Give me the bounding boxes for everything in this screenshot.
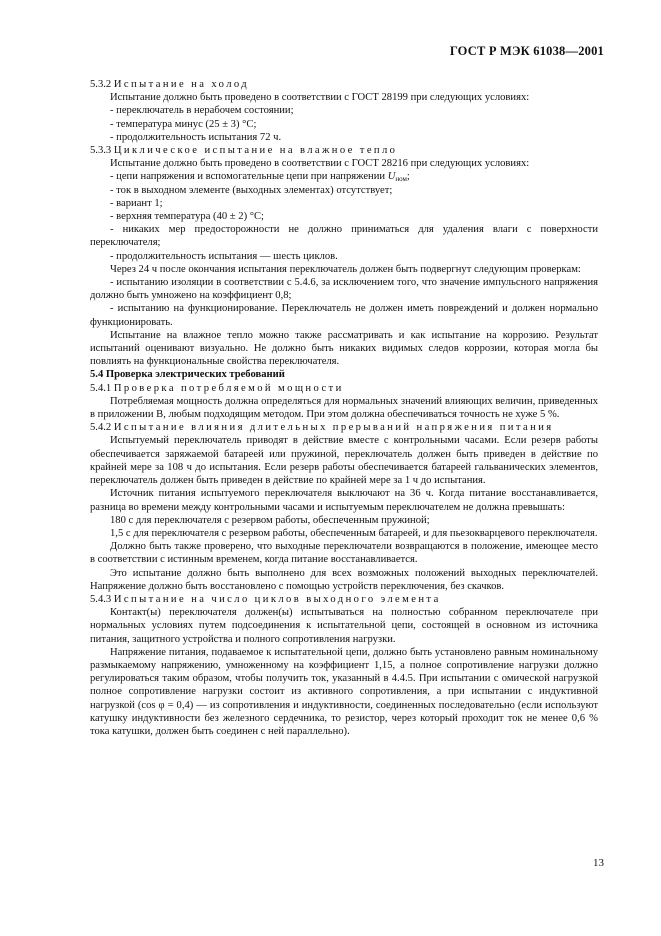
list-item: - цепи напряжения и вспомогательные цепи при напряжении $U_{ном}$;	[110, 171, 410, 184]
page-content	[90, 78, 598, 738]
section-5-4-1-text: Потребляемая мощность должна определяться для нормальных значений влияющих величин, приведенных в приложении В, любым подходящим методом. При этом должна обеспечиваться точность не хуже 5 %.	[90, 395, 598, 421]
list-item: - вариант 1;	[110, 197, 163, 209]
paragraph: Испытуемый переключатель приводят в действие вместе с контрольными часами. Если резерв работы обеспечивается заряжаемой батареей или пружиной, переключатель должен быть приведен в действие по крайней мере за 108 ч до испытания. Если резерв работы обеспечивается батареей гальванических элементов, переключатель должен быть приведен в действие по крайней мере за 1 ч до испытания.	[90, 435, 598, 487]
section-5-3-3-intro: Испытание должно быть проведено в соответствии с ГОСТ 28216 при следующих условиях:	[110, 158, 530, 170]
section-5-4-2-heading: 5.4.2 Испытание влияния длительных прерываний напряжения питания	[90, 422, 554, 434]
paragraph: Источник питания испытуемого переключателя выключают на 36 ч. Когда питание восстанавливается, разница во времени между контрольными часами и испытуемым переключателем не должна превышать:	[90, 488, 598, 513]
list-item: - температура минус (25 ± 3) °С;	[110, 118, 257, 130]
list-item: - продолжительность испытания 72 ч.	[110, 131, 282, 143]
list-item: - верхняя температура (40 ± 2) °С;	[110, 211, 264, 223]
section-5-3-2-intro: Испытание должно быть проведено в соответствии с ГОСТ 28199 при следующих условиях:	[110, 92, 530, 104]
section-5-4-1-heading: 5.4.1 Проверка потребляемой мощности	[90, 382, 344, 394]
section-5-3-2-heading: 5.3.2 Испытание на холод	[90, 79, 250, 90]
section-5-4-3-heading: 5.4.3 Испытание на число циклов выходного элемента	[90, 593, 441, 605]
list-item: - испытанию изоляции в соответствии с 5.4.6, за исключением того, что значение импульсного напряжения должно быть умножено на коэффициент 0,8;	[90, 277, 598, 302]
list-item: - никаких мер предосторожности не должно приниматься для удаления влаги с поверхности переключателя;	[90, 224, 598, 249]
list-item: - испытанию на функционирование. Переключатель не должен иметь повреждений и должен нормально функционировать.	[90, 303, 598, 328]
paragraph: Напряжение питания, подаваемое к испытательной цепи, должно быть установлено равным номинальному размыкаемому напряжению, умноженному на коэффициент 1,15, а полное сопротивление нагрузки должно регулироваться таким образом, чтобы получить ток, указанный в 4.4.5. При испытании с омической нагрузкой полное сопротивление нагрузки состоит из активного сопротивления, а при испытании с индуктивной нагрузкой (cos φ = 0,4) — из сопротивления и индуктивности, соединенных последовательно (если используют катушку индуктивности без железного сердечника, то резистор, через который проходит ток не менее 0,6 % тока катушки, должен быть соединен с ней параллельно).	[90, 646, 598, 737]
section-5-3-3-after: Через 24 ч после окончания испытания переключатель должен быть подвергнут следующим проверкам:	[110, 263, 581, 275]
list-item: - ток в выходном элементе (выходных элементах) отсутствует;	[110, 184, 393, 196]
section-5-3-3-corrosion: Испытание на влажное тепло можно также рассматривать и как испытание на коррозию. Результат испытаний оценивают визуально. Не должно быть никаких видимых следов коррозии, которая могла бы повлиять на функциональные свойства переключателя.	[90, 329, 598, 368]
paragraph: Должно быть также проверено, что выходные переключатели возвращаются в положение, имеющее место в соответствии с истинным временем, когда питание восстанавливается.	[90, 541, 598, 566]
document-header: ГОСТ Р МЭК 61038—2001	[449, 44, 604, 58]
page-number: 13	[593, 857, 604, 869]
paragraph: 180 с для переключателя с резервом работы, обеспеченным пружиной;	[110, 514, 430, 526]
paragraph: Контакт(ы) переключателя должен(ы) испытываться на полностью собранном переключателе при нормальных условиях путем подсоединения к испытательной цепи, состоящей в основном из источника питания, защитного устройства и полного сопротивления нагрузки.	[90, 607, 598, 645]
paragraph: 1,5 с для переключателя с резервом работы, обеспеченным батареей, и для пьезокварцевого переключателя.	[110, 527, 598, 539]
section-5-3-3-heading: 5.3.3 Циклическое испытание на влажное тепло	[90, 145, 398, 157]
list-item: - переключатель в нерабочем состоянии;	[110, 105, 294, 117]
paragraph: Это испытание должно быть выполнено для всех возможных положений выходных переключателей. Напряжение должно быть восстановлено с помощью устройств переключения, без скачков.	[90, 567, 598, 592]
list-item: - продолжительность испытания — шесть циклов.	[110, 250, 338, 262]
section-5-4-heading: 5.4 Проверка электрических требований	[90, 369, 285, 381]
